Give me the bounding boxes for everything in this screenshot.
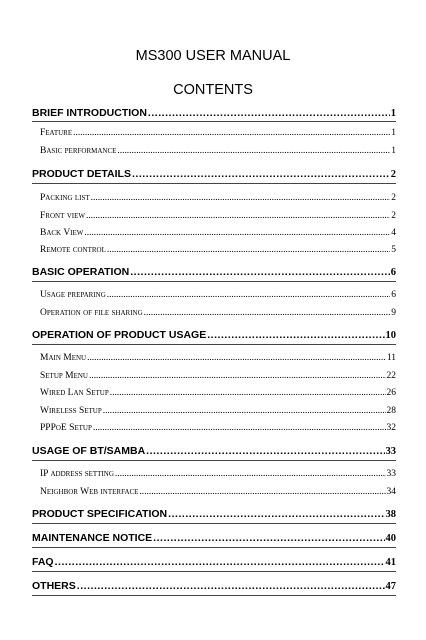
toc-leader-dots [153, 532, 384, 544]
section-divider [32, 523, 396, 524]
toc-entry-label: IP address setting [40, 469, 114, 479]
toc-section-label: FAQ [32, 556, 54, 568]
toc-leader-dots [77, 580, 385, 592]
section-divider [32, 183, 396, 184]
toc-entry-neighbor-web-interface[interactable] [40, 487, 396, 497]
toc-section-brief-introduction[interactable] [32, 107, 396, 119]
toc-section-others[interactable] [32, 580, 396, 592]
toc-entry-label: Feature [40, 128, 73, 138]
toc-entry-ip-address-setting[interactable] [40, 469, 396, 479]
toc-leader-dots [93, 423, 386, 433]
toc-entry-label: Setup Menu [40, 371, 88, 381]
toc-page-number: 22 [386, 371, 396, 381]
toc-page-number: 34 [386, 487, 396, 497]
toc-page-number: 38 [385, 509, 396, 520]
section-divider [32, 281, 396, 282]
toc-entry-wireless-setup[interactable] [40, 406, 396, 416]
toc-section-usage-of-bt-samba[interactable] [32, 445, 396, 457]
toc-page-number: 11 [386, 353, 396, 363]
toc-entry-label: Remote control [40, 245, 106, 255]
toc-entry-label: PPPoE Setup [40, 423, 92, 433]
toc-leader-dots [87, 353, 386, 363]
toc-leader-dots [55, 556, 385, 568]
toc-leader-dots [107, 290, 390, 300]
document-title: MS300 USER MANUAL [135, 48, 291, 64]
toc-leader-dots [115, 469, 386, 479]
toc-page-number: 2 [391, 193, 396, 203]
toc-page-number: 2 [391, 211, 396, 221]
section-divider [32, 121, 396, 122]
toc-entry-usage-preparing[interactable] [40, 290, 396, 300]
toc-leader-dots [117, 146, 390, 156]
toc-section-product-specification[interactable] [32, 508, 396, 520]
section-divider [32, 547, 396, 548]
toc-leader-dots [103, 406, 386, 416]
toc-leader-dots [89, 371, 386, 381]
toc-page-number: 4 [391, 228, 396, 238]
toc-section-label: PRODUCT SPECIFICATION [32, 508, 168, 520]
toc-page-number: 33 [385, 446, 396, 457]
toc-entry-front-view[interactable] [40, 211, 396, 221]
toc-page-number: 9 [391, 308, 396, 318]
contents-heading: CONTENTS [173, 82, 253, 98]
toc-page-number: 2 [390, 169, 396, 180]
toc-page-number: 6 [391, 290, 396, 300]
section-divider [32, 344, 396, 345]
toc-page-number: 6 [390, 267, 396, 278]
toc-page-number: 1 [391, 128, 396, 138]
toc-page-number: 41 [385, 557, 396, 568]
toc-leader-dots [91, 193, 391, 203]
section-divider [32, 595, 396, 596]
toc-entry-main-menu[interactable] [40, 353, 396, 363]
toc-entry-label: Front view [40, 211, 85, 221]
toc-entry-label: Basic performance [40, 146, 117, 156]
toc-section-label: OPERATION OF PRODUCT USAGE [32, 329, 207, 341]
toc-entry-basic-performance[interactable] [40, 146, 396, 156]
toc-entry-label: Wired Lan Setup [40, 388, 109, 398]
toc-entry-label: Operation of file sharing [40, 308, 143, 318]
toc-section-label: USAGE OF BT/SAMBA [32, 445, 146, 457]
toc-entry-label: Neighbor Web interface [40, 487, 139, 497]
toc-page-number: 33 [386, 469, 396, 479]
toc-leader-dots [168, 508, 384, 520]
toc-entry-wired-lan-setup[interactable] [40, 388, 396, 398]
toc-leader-dots [107, 245, 390, 255]
toc-entry-label: Usage preparing [40, 290, 106, 300]
toc-section-operation-of-product-usage[interactable] [32, 329, 396, 341]
toc-leader-dots [73, 128, 390, 138]
toc-entry-label: Back View [40, 228, 84, 238]
toc-entry-setup-menu[interactable] [40, 371, 396, 381]
toc-entry-file-sharing[interactable] [40, 308, 396, 318]
toc-leader-dots [207, 329, 384, 341]
toc-leader-dots [110, 388, 386, 398]
toc-leader-dots [144, 308, 391, 318]
toc-page-number: 32 [386, 423, 396, 433]
toc-page-number: 40 [385, 533, 396, 544]
toc-entry-label: Wireless Setup [40, 406, 102, 416]
toc-entry-remote-control[interactable] [40, 245, 396, 255]
toc-section-faq[interactable] [32, 556, 396, 568]
toc-section-product-details[interactable] [32, 168, 396, 180]
toc-leader-dots [139, 487, 385, 497]
toc-entry-label: Main Menu [40, 353, 87, 363]
toc-section-label: BRIEF INTRODUCTION [32, 107, 147, 119]
toc-entry-packing-list[interactable] [40, 193, 396, 203]
toc-section-label: OTHERS [32, 580, 76, 592]
toc-leader-dots [86, 211, 390, 221]
toc-page-number: 26 [386, 388, 396, 398]
toc-entry-feature[interactable] [40, 128, 396, 138]
section-divider [32, 460, 396, 461]
toc-leader-dots [130, 266, 390, 278]
toc-page-number: 1 [390, 108, 396, 119]
toc-entry-pppoe-setup[interactable] [40, 423, 396, 433]
toc-entry-back-view[interactable] [40, 228, 396, 238]
toc-section-basic-operation[interactable] [32, 266, 396, 278]
toc-page-number: 47 [385, 581, 396, 592]
toc-section-maintenance-notice[interactable] [32, 532, 396, 544]
toc-leader-dots [132, 168, 390, 180]
toc-page-number: 28 [386, 406, 396, 416]
toc-section-label: PRODUCT DETAILS [32, 168, 131, 180]
toc-page-number: 1 [391, 146, 396, 156]
toc-entry-label: Packing list [40, 193, 90, 203]
toc-leader-dots [84, 228, 390, 238]
toc-leader-dots [146, 445, 384, 457]
section-divider [32, 571, 396, 572]
toc-leader-dots [148, 107, 390, 119]
toc-page-number: 10 [385, 330, 396, 341]
toc-page-number: 5 [391, 245, 396, 255]
toc-section-label: MAINTENANCE NOTICE [32, 532, 153, 544]
toc-section-label: BASIC OPERATION [32, 266, 130, 278]
